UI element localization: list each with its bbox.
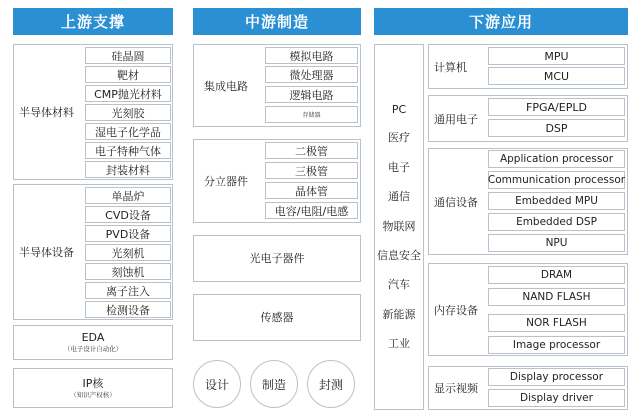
manufacturing-step [250,360,298,408]
application-item: PC [391,103,407,116]
ic-item: 微处理器 [265,66,358,83]
sensor-box [193,294,361,341]
comms-item: Embedded DSP [488,213,625,231]
eda-box [13,325,173,360]
packaging-test-step-label: 封测 [318,377,343,392]
display-item: Display processor [488,368,625,386]
ip-core-box [13,368,173,408]
discrete-item: 电容/电阻/电感 [265,202,358,219]
ic-item: 存储器 [265,106,358,123]
discrete-item: 晶体管 [265,182,358,199]
equipment-item: 检测设备 [85,301,171,318]
application-item: 工业 [388,337,410,350]
comms-label: 通信设备 [434,195,478,209]
design-step [193,360,241,408]
computer-label: 计算机 [434,60,467,74]
comms-item: Application processor [488,150,625,168]
eda-note: （电子设计自动化） [63,345,123,354]
design-step-label: 设计 [204,377,229,392]
application-item: 医疗 [388,131,410,145]
materials-item: CMP抛光材料 [85,85,171,102]
materials-item: 湿电子化学品 [85,123,171,140]
memory-label: 内存设备 [434,303,478,317]
upstream-title: 上游支撑 [60,13,125,31]
downstream-header [374,8,628,35]
discrete-label: 分立器件 [204,175,248,188]
general-electronics-item: FPGA/EPLD [488,98,625,116]
materials-item: 电子特种气体 [85,142,171,159]
ic-item: 逻辑电路 [265,86,358,103]
ic-label: 集成电路 [204,79,248,93]
comms-item: NPU [488,234,625,252]
display-label: 显示视频 [434,382,478,395]
midstream-header [193,8,361,35]
memory-item: DRAM [488,266,625,284]
memory-item: NOR FLASH [488,314,625,332]
packaging-test-step [307,360,355,408]
optoelectronic-box [193,235,361,282]
equipment-item: 光刻机 [85,244,171,261]
memory-item: Image processor [488,336,625,354]
upstream-header [13,8,173,35]
application-item: 电子 [388,160,410,174]
materials-label: 半导体材料 [19,106,74,119]
materials-item: 光刻胶 [85,104,171,121]
materials-item: 靶材 [85,66,171,83]
comms-item: Embedded MPU [488,192,625,210]
equipment-item: 刻蚀机 [85,263,171,280]
midstream-title: 中游制造 [244,13,309,31]
discrete-item: 二极管 [265,142,358,159]
application-item: 汽车 [388,278,410,292]
comms-item: Communication processor [488,171,625,189]
application-item: 通信 [388,190,410,204]
equipment-item: 单晶炉 [85,187,171,204]
general-electronics-item: DSP [488,119,625,137]
ip-core-note: （知识产权核） [70,390,116,399]
display-item: Display driver [488,389,625,407]
application-item: 新能源 [382,307,416,321]
general-electronics-label: 通用电子 [434,112,478,126]
eda-label: EDA [81,331,105,344]
manufacturing-step-label: 制造 [261,377,286,392]
equipment-item: CVD设备 [85,206,171,223]
ip-core-label: IP核 [82,376,104,390]
computer-item: MPU [488,47,625,65]
applications-list [374,103,424,351]
application-item: 物联网 [382,219,416,233]
memory-item: NAND FLASH [488,288,625,306]
sensor-label: 传感器 [260,310,294,324]
materials-item: 硅晶圆 [85,47,171,64]
ic-item: 模拟电路 [265,47,358,64]
downstream-title: 下游应用 [468,13,533,31]
discrete-item: 三极管 [265,162,358,179]
optoelectronic-label: 光电子器件 [249,251,305,265]
equipment-item: PVD设备 [85,225,171,242]
equipment-item: 离子注入 [85,282,171,299]
materials-item: 封装材料 [85,161,171,178]
equipment-label: 半导体设备 [19,246,74,259]
application-item: 信息安全 [377,248,421,262]
computer-item: MCU [488,67,625,85]
